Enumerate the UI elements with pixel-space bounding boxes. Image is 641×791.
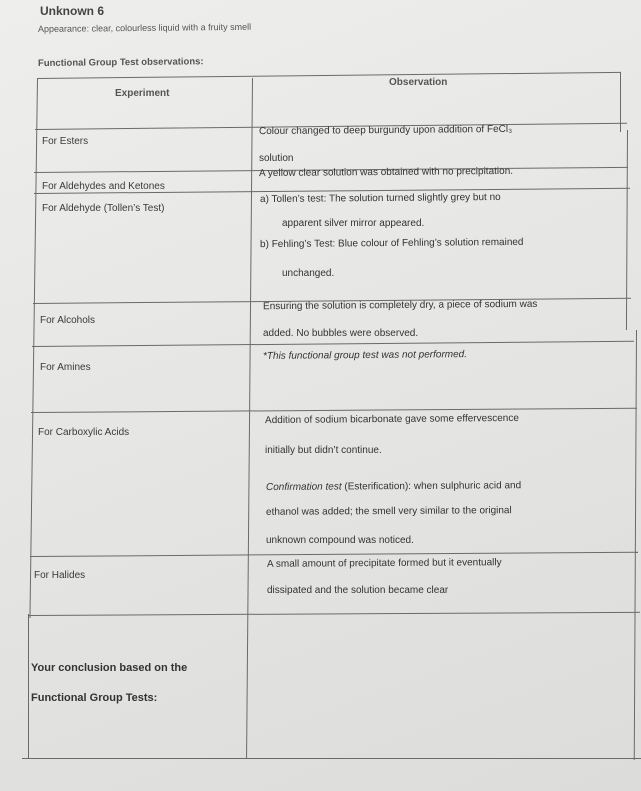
header-observation: Observation xyxy=(389,77,448,88)
observation-line xyxy=(266,480,521,493)
row-divider xyxy=(30,552,638,557)
observation-line: apparent silver mirror appeared. xyxy=(282,218,425,229)
observation-line: a) Tollen’s test: The solution turned slightly grey but no xyxy=(259,191,501,206)
experiment-esters: For Esters xyxy=(42,136,89,147)
observation-line: ethanol was added; the smell very similar to the original xyxy=(265,505,512,518)
confirmation-test-detail: (Esterification): when sulphuric acid and xyxy=(341,480,522,493)
header-experiment: Experiment xyxy=(115,88,170,99)
experiment-aldehydes-ketones: For Aldehydes and Ketones xyxy=(42,181,165,192)
observation-line: Colour changed to deep burgundy upon addition of FeCl₃ xyxy=(258,123,513,138)
table-border-left xyxy=(29,78,38,618)
observation-line: unchanged. xyxy=(282,268,335,279)
table-border-left-lower xyxy=(28,614,29,759)
observation-line: solution xyxy=(259,153,294,164)
column-divider xyxy=(246,78,253,758)
observation-line: A yellow clear solution was obtained with no precipitation. xyxy=(258,165,514,180)
table-border-right xyxy=(626,130,628,330)
observation-line: dissipated and the solution became clear xyxy=(267,585,449,596)
observation-line: Addition of sodium bicarbonate gave some effervescence xyxy=(264,412,519,427)
experiment-halides: For Halides xyxy=(34,570,86,581)
observation-line: *This functional group test was not performed. xyxy=(262,349,468,362)
row-divider xyxy=(31,408,637,413)
observation-line: Ensuring the solution is completely dry, a piece of sodium was xyxy=(262,298,538,313)
functional-group-heading: Functional Group Test observations: xyxy=(37,56,204,69)
experiment-alcohols: For Alcohols xyxy=(40,315,96,326)
observation-line: b) Fehling’s Test: Blue colour of Fehling’s solution remained xyxy=(259,236,524,251)
conclusion-answer-area[interactable] xyxy=(260,620,630,752)
table-border-right xyxy=(634,330,637,760)
appearance-text: Appearance: clear, colourless liquid with a fruity smell xyxy=(37,21,252,34)
row-divider xyxy=(28,612,640,616)
table-border-top xyxy=(37,72,621,79)
row-divider xyxy=(32,341,634,347)
observation-line: A small amount of precipitate formed but it eventually xyxy=(266,557,502,570)
observation-line: initially but didn’t continue. xyxy=(265,445,382,456)
experiment-aldehyde-tollens: For Aldehyde (Tollen’s Test) xyxy=(42,203,165,214)
conclusion-label: Functional Group Tests: xyxy=(31,692,158,704)
observation-line: added. No bubbles were observed. xyxy=(263,328,419,339)
table-border-bottom xyxy=(22,758,641,759)
experiment-carboxylic-acids: For Carboxylic Acids xyxy=(38,427,130,438)
experiment-amines: For Amines xyxy=(40,362,91,373)
table-border-right xyxy=(620,72,621,132)
conclusion-label: Your conclusion based on the xyxy=(31,662,188,674)
observation-line: unknown compound was noticed. xyxy=(266,535,414,546)
confirmation-test-label: Confirmation test xyxy=(265,481,342,493)
page-title: Unknown 6 xyxy=(40,4,105,18)
